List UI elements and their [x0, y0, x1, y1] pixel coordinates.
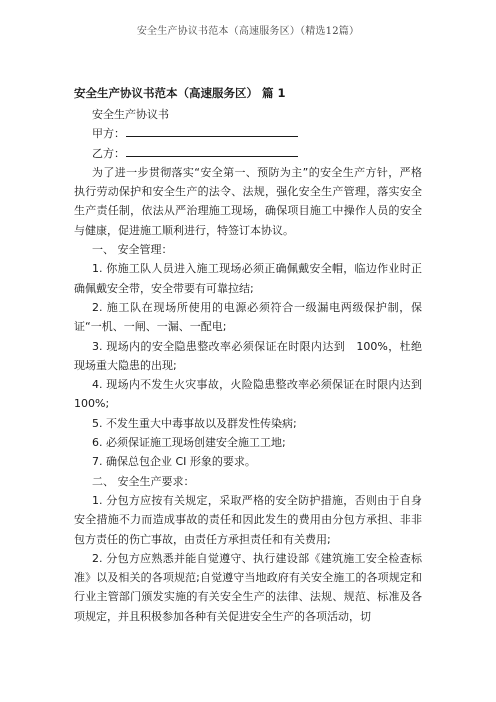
- party-a-label: 甲方：: [92, 127, 125, 141]
- list-item: 4. 现场内不发生火灾事故，火险隐患整改率必须保证在时限内达到 100%;: [74, 378, 422, 411]
- list-item: 7. 确保总包企业 CI 形象的要求。: [92, 455, 256, 469]
- list-item: 2. 分包方应熟悉并能自觉遵守、执行建设部《建筑施工安全检查标准》以及相关的各项规范;自觉遵守当地政府有关安全施工的各项规定和行业主管部门颁发实施的有关安全生产的法律、法规、规范、标准及各项规定，并且积极参加各种有关促进安全生产的各项活动，切: [74, 551, 422, 623]
- party-a-blank: [126, 124, 298, 137]
- list-item: 6. 必须保证施工现场创建安全施工工地;: [92, 436, 286, 450]
- list-item: 5. 不发生重大中毒事故以及群发性传染病;: [92, 416, 297, 430]
- party-b-line: [74, 144, 422, 163]
- party-b-blank: [126, 144, 298, 157]
- heading-safety-requirements: 二、 安全生产要求：: [92, 474, 195, 488]
- party-a-line: [74, 124, 422, 143]
- section-title: 安全生产协议书范本（高速服务区） 篇 1: [74, 86, 286, 100]
- list-item: 3. 现场内的安全隐患整改率必须保证在时限内达到 100%，杜绝现场重大隐患的出现;: [74, 339, 422, 372]
- document-header: 安全生产协议书范本（高速服务区）（精选12篇）: [136, 26, 360, 37]
- party-b-label: 乙方：: [92, 146, 125, 160]
- document-content: [74, 84, 422, 626]
- list-item: 2. 施工队在现场所使用的电源必须符合一级漏电两级保护制，保证“一机、一闸、一漏、一配电;: [74, 300, 422, 334]
- agreement-subtitle: 安全生产协议书: [92, 108, 169, 121]
- list-item: 1. 你施工队人员进入施工现场必须正确佩戴安全帽，临边作业时正确佩戴安全带，安全带要有可靠拉结;: [74, 262, 422, 295]
- heading-safety-management: 一、 安全管理：: [92, 243, 173, 257]
- list-item: 1. 分包方应按有关规定，采取严格的安全防护措施，否则由于自身安全措施不力而造成事故的责任和因此发生的费用由分包方承担、非非包方责任的伤亡事故，由责任方承担责任和有关费用;: [74, 493, 422, 546]
- intro-paragraph: 为了进一步贯彻落实“安全第一、预防为主”的安全生产方针，严格执行劳动保护和安全生产的法令、法规，强化安全生产管理，落实安全生产责任制，依法从严治理施工现场，确保项目施工中操作人员的安全与健康，促进施工顺利进行，特签订本协议。: [74, 165, 422, 237]
